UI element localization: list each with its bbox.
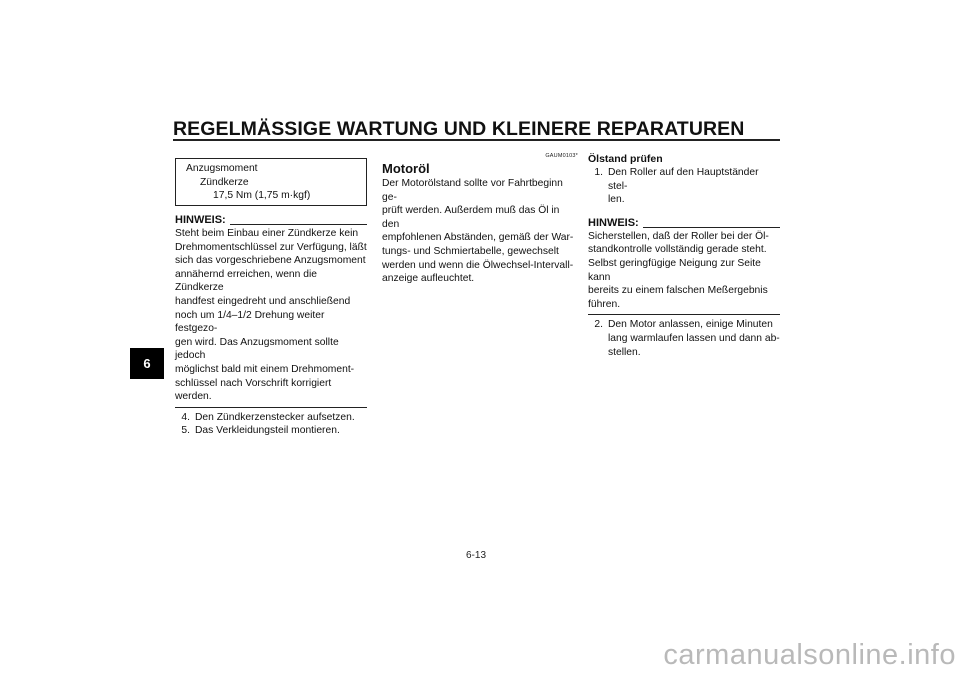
- note-line: annähernd erreichen, wenn die Zündkerze: [175, 268, 317, 294]
- step-text-line: len.: [608, 194, 625, 206]
- note-label: HINWEIS:: [175, 214, 226, 226]
- note-line: bereits zu einem falschen Meßergebnis: [588, 285, 768, 297]
- torque-label: Anzugsmoment: [186, 163, 258, 174]
- body-line: werden und wenn die Ölwechsel-Intervall-: [382, 259, 574, 271]
- note-line: möglichst bald mit einem Drehmoment-: [175, 363, 355, 375]
- chapter-tab: 6: [130, 348, 164, 379]
- page-title: REGELMÄSSIGE WARTUNG UND KLEINERE REPARATUREN: [173, 118, 745, 140]
- note-label: HINWEIS:: [588, 216, 639, 229]
- step-text-line: Den Motor anlassen, einige Minuten: [608, 319, 773, 331]
- sub-heading: Ölstand prüfen: [588, 153, 663, 165]
- note-end-rule: [175, 407, 367, 408]
- step-item: [588, 166, 780, 207]
- note-line: Selbst geringfügige Neigung zur Seite kann: [588, 257, 761, 283]
- note-end-rule: [588, 314, 780, 315]
- section-heading: Motoröl: [382, 161, 430, 176]
- step-text-line: stellen.: [608, 346, 641, 358]
- section-code: GAUM0103*: [545, 153, 578, 159]
- body-line: empfohlenen Abständen, gemäß der War-: [382, 232, 574, 244]
- note-line: schlüssel nach Vorschrift korrigiert werden.: [175, 377, 332, 403]
- note-line: standkontrolle vollständig gerade steht.: [588, 244, 767, 256]
- note-body: [175, 227, 367, 404]
- step-text: [608, 166, 780, 207]
- torque-value: 17,5 Nm (1,75 m·kgf): [213, 190, 311, 202]
- step-text: [608, 318, 780, 359]
- step-number: 1.: [594, 167, 603, 178]
- step-number: 4.: [181, 411, 190, 423]
- note-rule: [230, 224, 367, 225]
- note-heading: [175, 214, 367, 227]
- torque-part: Zündkerze: [200, 176, 249, 188]
- torque-spec-box: [175, 158, 367, 206]
- body-line: anzeige aufleuchtet.: [382, 273, 475, 285]
- step-list: [588, 166, 780, 207]
- note-line: gen wird. Das Anzugsmoment sollte jedoch: [175, 336, 339, 362]
- note-line: Sicherstellen, daß der Roller bei der Öl-: [588, 230, 769, 242]
- note-line: sich das vorgeschriebene Anzugsmoment: [175, 255, 366, 267]
- step-text: Den Zündkerzenstecker aufsetzen.: [195, 411, 355, 423]
- step-list: [588, 318, 780, 359]
- step-text-line: Den Roller auf den Hauptständer stel-: [608, 167, 759, 192]
- body-line: tungs- und Schmiertabelle, gewechselt: [382, 245, 559, 257]
- column-middle: [382, 153, 578, 286]
- note-line: führen.: [588, 298, 621, 310]
- note-line: noch um 1/4–1/2 Drehung weiter festgezo-: [175, 309, 325, 335]
- note-line: Drehmomentschlüssel zur Verfügung, läßt: [175, 241, 367, 253]
- note-line: Steht beim Einbau einer Zündkerze kein: [175, 228, 359, 239]
- page-number: 6-13: [466, 550, 487, 561]
- step-text-line: lang warmlaufen lassen und dann ab-: [608, 332, 780, 344]
- step-list: [175, 411, 367, 438]
- step-item: [588, 318, 780, 359]
- body-line: prüft werden. Außerdem muß das Öl in den: [382, 205, 560, 230]
- step-number: 5.: [181, 425, 190, 437]
- column-left: [175, 158, 367, 438]
- title-rule: [173, 139, 780, 141]
- step-item: [175, 424, 367, 438]
- step-text: Das Verkleidungsteil montieren.: [195, 425, 340, 437]
- body-line: Der Motorölstand sollte vor Fahrtbeginn ge-: [382, 178, 563, 203]
- note-heading: [588, 217, 780, 230]
- step-item: [175, 411, 367, 425]
- note-rule: [643, 227, 780, 228]
- column-right: [588, 153, 780, 359]
- note-body: [588, 230, 780, 312]
- note-line: handfest eingedreht und anschließend: [175, 295, 351, 307]
- step-number: 2.: [594, 319, 603, 331]
- watermark: carmanualsonline.info: [663, 639, 956, 671]
